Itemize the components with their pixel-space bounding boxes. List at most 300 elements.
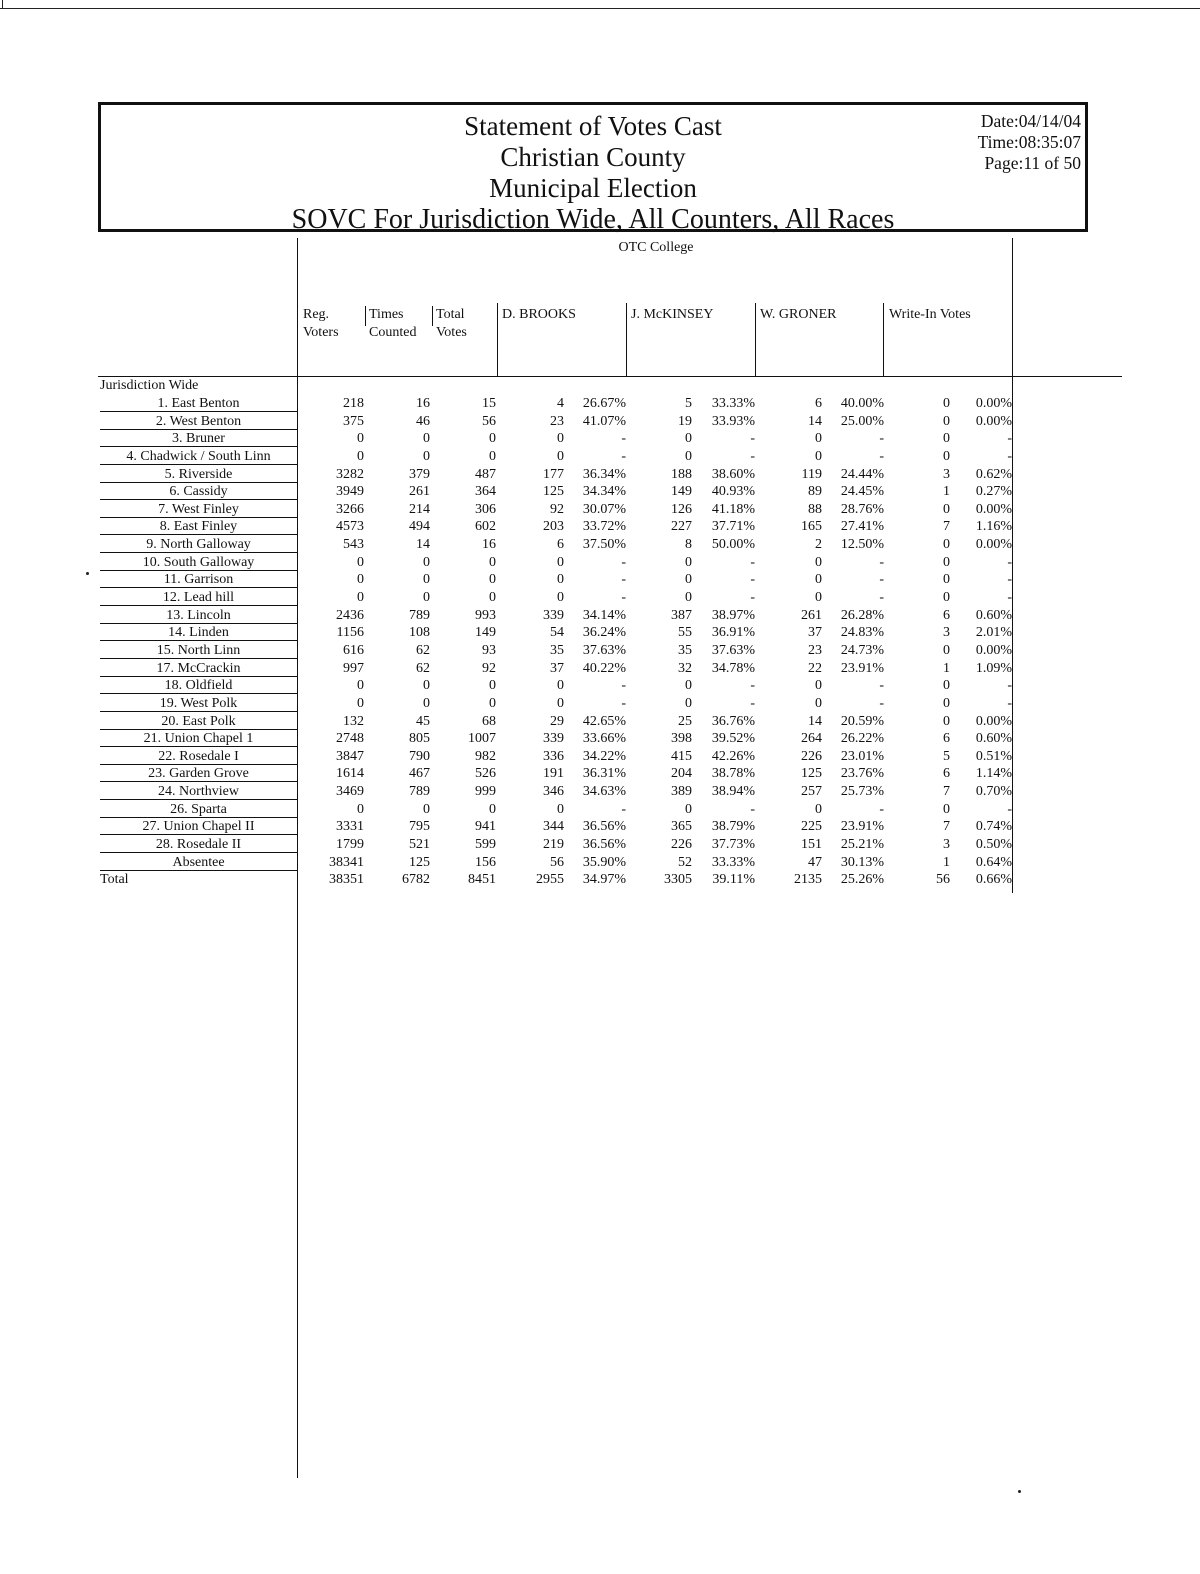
cell-c1: 35 <box>550 642 564 658</box>
cell-c3: 0 <box>815 695 822 711</box>
cell-p2: 37.73% <box>711 837 755 853</box>
cell-reg: 0 <box>357 678 364 694</box>
cell-total: 8451 <box>468 872 496 888</box>
cell-c4: 0 <box>943 695 950 711</box>
precinct-name: 12. Lead hill <box>100 589 297 606</box>
cell-p1: 26.67% <box>582 396 626 411</box>
table-row <box>0 518 1200 536</box>
table-row <box>0 430 1200 448</box>
cell-p2: 40.93% <box>711 484 755 500</box>
cell-times: 0 <box>423 572 430 588</box>
cell-c4: 1 <box>943 854 950 870</box>
report-time: Time:08:35:07 <box>977 132 1081 152</box>
cell-c1: 203 <box>543 519 564 535</box>
scan-speck <box>1018 1490 1021 1493</box>
cell-reg: 616 <box>343 642 364 658</box>
cell-times: 0 <box>423 448 430 464</box>
cell-c1: 0 <box>557 695 564 711</box>
precinct-name: 15. North Linn <box>100 642 297 659</box>
cell-c4: 7 <box>943 519 950 535</box>
cell-p2: 42.26% <box>711 748 755 764</box>
cell-c4: 3 <box>943 625 950 641</box>
cell-c1: 0 <box>557 431 564 447</box>
cell-c4: 0 <box>943 590 950 606</box>
cell-c1: 23 <box>550 413 564 429</box>
cell-times: 0 <box>423 431 430 447</box>
cell-c1: 219 <box>543 837 564 853</box>
cell-p3: - <box>879 448 884 464</box>
cell-p2: 38.94% <box>711 784 755 800</box>
cell-p3: - <box>879 590 884 606</box>
table-row <box>0 660 1200 678</box>
cell-c4: 0 <box>943 537 950 553</box>
cell-p2: - <box>750 695 755 711</box>
cell-reg: 0 <box>357 431 364 447</box>
cell-times: 494 <box>409 519 430 535</box>
cell-c2: 0 <box>685 590 692 606</box>
cell-c1: 56 <box>550 854 564 870</box>
cell-p2: 33.93% <box>711 413 755 429</box>
cell-p1: 36.34% <box>582 466 626 482</box>
cell-c3: 2135 <box>794 872 822 888</box>
cell-p1: 34.97% <box>582 872 626 888</box>
cell-p1: - <box>621 695 626 711</box>
cell-c2: 0 <box>685 431 692 447</box>
writein-col-rule <box>883 303 884 376</box>
cell-p2: 36.76% <box>711 713 755 729</box>
table-row <box>0 642 1200 660</box>
scan-speck <box>86 572 89 575</box>
cell-reg: 3282 <box>336 466 364 482</box>
cell-total: 15 <box>482 396 496 411</box>
cell-times: 0 <box>423 678 430 694</box>
cell-c2: 0 <box>685 801 692 817</box>
table-row <box>0 730 1200 748</box>
cell-p4: 1.16% <box>975 519 1012 535</box>
cell-p1: 34.22% <box>582 748 626 764</box>
cell-p1: 35.90% <box>582 854 626 870</box>
cell-p1: - <box>621 678 626 694</box>
cell-c2: 204 <box>671 766 692 782</box>
col-reg-voters: Reg. Voters <box>303 307 339 340</box>
cell-c3: 47 <box>808 854 822 870</box>
cell-c2: 226 <box>671 837 692 853</box>
table-row <box>0 607 1200 625</box>
cell-p1: 40.22% <box>582 660 626 676</box>
precinct-name: 2. West Benton <box>100 413 297 430</box>
cell-p3: 30.13% <box>840 854 884 870</box>
cell-c1: 54 <box>550 625 564 641</box>
cell-c4: 1 <box>943 484 950 500</box>
cell-p1: 34.34% <box>582 484 626 500</box>
cell-p4: 0.60% <box>975 731 1012 747</box>
table-row <box>0 554 1200 572</box>
cell-p3: 23.76% <box>840 766 884 782</box>
cell-c1: 2955 <box>536 872 564 888</box>
cell-p3: - <box>879 678 884 694</box>
cell-c1: 0 <box>557 448 564 464</box>
cell-p3: 25.21% <box>840 837 884 853</box>
cell-reg: 3949 <box>336 484 364 500</box>
cell-times: 14 <box>416 537 430 553</box>
section-label: Jurisdiction Wide <box>100 378 199 393</box>
cell-p1: 36.56% <box>582 837 626 853</box>
cell-c4: 3 <box>943 466 950 482</box>
cell-c3: 14 <box>808 413 822 429</box>
cell-p4: 0.00% <box>975 537 1012 553</box>
cell-c4: 7 <box>943 784 950 800</box>
cell-p2: 39.11% <box>712 872 755 888</box>
cell-c1: 346 <box>543 784 564 800</box>
cell-c4: 0 <box>943 554 950 570</box>
cell-times: 805 <box>409 731 430 747</box>
report-page: Page:11 of 50 <box>984 153 1081 173</box>
table-row <box>0 624 1200 642</box>
cell-c4: 1 <box>943 660 950 676</box>
cell-p4: - <box>1007 572 1012 588</box>
cell-p4: 0.51% <box>975 748 1012 764</box>
precinct-name: 21. Union Chapel 1 <box>100 730 297 747</box>
precinct-name: 19. West Polk <box>100 695 297 712</box>
table-row <box>0 536 1200 554</box>
cell-times: 467 <box>409 766 430 782</box>
cell-c4: 0 <box>943 396 950 411</box>
cell-c2: 415 <box>671 748 692 764</box>
precinct-name: 17. McCrackin <box>100 660 297 677</box>
cell-times: 0 <box>423 590 430 606</box>
cell-p2: - <box>750 678 755 694</box>
cell-times: 261 <box>409 484 430 500</box>
cell-reg: 997 <box>343 660 364 676</box>
cell-c3: 165 <box>801 519 822 535</box>
precinct-name: 11. Garrison <box>100 571 297 588</box>
cell-p3: - <box>879 554 884 570</box>
cell-p2: 36.91% <box>711 625 755 641</box>
precinct-name: 28. Rosedale II <box>100 836 297 853</box>
col-candidate-mckinsey: J. McKINSEY <box>631 307 714 322</box>
cell-c4: 0 <box>943 801 950 817</box>
table-row <box>0 466 1200 484</box>
cell-times: 46 <box>416 413 430 429</box>
cell-p4: - <box>1007 678 1012 694</box>
cell-p4: 0.00% <box>975 713 1012 729</box>
cell-times: 0 <box>423 801 430 817</box>
cell-c4: 56 <box>936 872 950 888</box>
precinct-name: 9. North Galloway <box>100 536 297 553</box>
cell-total: 487 <box>475 466 496 482</box>
cell-times: 0 <box>423 554 430 570</box>
cell-p3: 26.28% <box>840 607 884 623</box>
cell-times: 789 <box>409 784 430 800</box>
table-row <box>0 695 1200 713</box>
cell-p1: 37.63% <box>582 642 626 658</box>
precinct-name: 10. South Galloway <box>100 554 297 571</box>
cell-p4: 1.09% <box>975 660 1012 676</box>
cell-c1: 6 <box>557 537 564 553</box>
cell-total: 982 <box>475 748 496 764</box>
cell-p3: - <box>879 801 884 817</box>
cell-c4: 6 <box>943 731 950 747</box>
cell-p2: 38.60% <box>711 466 755 482</box>
table-row <box>0 713 1200 731</box>
cell-c1: 29 <box>550 713 564 729</box>
cell-c2: 0 <box>685 695 692 711</box>
cell-p2: 34.78% <box>711 660 755 676</box>
cell-times: 108 <box>409 625 430 641</box>
cell-c1: 191 <box>543 766 564 782</box>
cell-times: 795 <box>409 819 430 835</box>
cell-c2: 25 <box>678 713 692 729</box>
cell-p1: - <box>621 431 626 447</box>
precinct-name: 22. Rosedale I <box>100 748 297 765</box>
cell-c4: 0 <box>943 501 950 517</box>
cell-reg: 3469 <box>336 784 364 800</box>
cell-p3: 40.00% <box>840 396 884 411</box>
cell-p4: 0.00% <box>975 396 1012 411</box>
cell-c4: 0 <box>943 642 950 658</box>
cell-p3: 23.91% <box>840 819 884 835</box>
cell-c2: 365 <box>671 819 692 835</box>
precinct-name: 5. Riverside <box>100 466 297 483</box>
cell-total: 156 <box>475 854 496 870</box>
cell-c4: 7 <box>943 819 950 835</box>
cell-times: 379 <box>409 466 430 482</box>
cell-times: 45 <box>416 713 430 729</box>
table-row <box>0 501 1200 519</box>
cell-reg: 1614 <box>336 766 364 782</box>
cell-p3: 25.73% <box>840 784 884 800</box>
col-candidate-groner: W. GRONER <box>760 307 837 322</box>
cell-reg: 132 <box>343 713 364 729</box>
title-line-1: Statement of Votes Cast <box>464 111 722 141</box>
cell-reg: 0 <box>357 572 364 588</box>
table-row <box>0 448 1200 466</box>
cell-total: 92 <box>482 660 496 676</box>
cell-c1: 0 <box>557 554 564 570</box>
cell-p1: - <box>621 448 626 464</box>
report-date: Date:04/14/04 <box>980 111 1081 131</box>
cell-p4: 0.27% <box>975 484 1012 500</box>
cell-p2: 38.79% <box>711 819 755 835</box>
report-header <box>98 102 1088 235</box>
cell-p1: 42.65% <box>582 713 626 729</box>
precinct-name: 8. East Finley <box>100 518 297 535</box>
cell-p3: 24.45% <box>840 484 884 500</box>
precinct-name: Absentee <box>100 854 297 871</box>
cell-p2: - <box>750 572 755 588</box>
cell-c2: 8 <box>685 537 692 553</box>
title-line-4: SOVC For Jurisdiction Wide, All Counters, All Races <box>291 204 895 235</box>
cell-reg: 0 <box>357 695 364 711</box>
cell-total: 1007 <box>468 731 496 747</box>
cell-c1: 0 <box>557 678 564 694</box>
cell-c3: 2 <box>815 537 822 553</box>
cell-c3: 125 <box>801 766 822 782</box>
cell-c4: 0 <box>943 572 950 588</box>
cell-c3: 261 <box>801 607 822 623</box>
cell-times: 6782 <box>402 872 430 888</box>
cell-p1: - <box>621 590 626 606</box>
cell-total: 0 <box>489 448 496 464</box>
cell-p1: 33.72% <box>582 519 626 535</box>
cell-p1: 36.24% <box>582 625 626 641</box>
cell-c3: 6 <box>815 396 822 411</box>
cell-c2: 387 <box>671 607 692 623</box>
cell-p4: - <box>1007 695 1012 711</box>
cell-p4: 0.70% <box>975 784 1012 800</box>
cell-p3: 23.91% <box>840 660 884 676</box>
precinct-name: 4. Chadwick / South Linn <box>100 448 297 465</box>
cell-times: 214 <box>409 501 430 517</box>
cell-c1: 344 <box>543 819 564 835</box>
cell-p4: - <box>1007 448 1012 464</box>
cell-total: 602 <box>475 519 496 535</box>
cell-total: 0 <box>489 801 496 817</box>
cell-p2: 41.18% <box>711 501 755 517</box>
cell-p3: - <box>879 572 884 588</box>
cell-c3: 0 <box>815 572 822 588</box>
cell-total: 941 <box>475 819 496 835</box>
cell-c2: 149 <box>671 484 692 500</box>
col-write-in-votes: Write-In Votes <box>889 307 971 322</box>
title-line-2: Christian County <box>500 142 686 172</box>
cell-times: 62 <box>416 660 430 676</box>
cell-p4: 0.00% <box>975 501 1012 517</box>
cell-c2: 32 <box>678 660 692 676</box>
cell-p4: - <box>1007 554 1012 570</box>
race-name: OTC College <box>618 240 694 255</box>
cell-c4: 5 <box>943 748 950 764</box>
cell-c2: 0 <box>685 554 692 570</box>
cell-c2: 0 <box>685 572 692 588</box>
cell-c1: 177 <box>543 466 564 482</box>
cell-c4: 0 <box>943 678 950 694</box>
cell-p4: - <box>1007 590 1012 606</box>
table-row <box>0 571 1200 589</box>
cell-p3: 24.73% <box>840 642 884 658</box>
table-row <box>0 801 1200 819</box>
cell-reg: 543 <box>343 537 364 553</box>
cell-reg: 3266 <box>336 501 364 517</box>
cell-p4: 0.64% <box>975 854 1012 870</box>
cell-p2: 33.33% <box>711 854 755 870</box>
precinct-name: 23. Garden Grove <box>100 765 297 782</box>
table-row <box>0 836 1200 854</box>
report-title <box>101 111 1085 235</box>
cell-p3: 24.44% <box>840 466 884 482</box>
cell-total: 993 <box>475 607 496 623</box>
cell-c1: 336 <box>543 748 564 764</box>
cell-p2: 39.52% <box>711 731 755 747</box>
cell-c2: 5 <box>685 396 692 411</box>
cell-c4: 6 <box>943 766 950 782</box>
cell-p3: - <box>879 431 884 447</box>
cell-p2: 37.71% <box>711 519 755 535</box>
cell-c3: 0 <box>815 554 822 570</box>
table-row <box>0 677 1200 695</box>
cell-c4: 0 <box>943 431 950 447</box>
cell-c1: 339 <box>543 607 564 623</box>
cell-p1: 36.31% <box>582 766 626 782</box>
precinct-name: 20. East Polk <box>100 713 297 730</box>
cell-c3: 257 <box>801 784 822 800</box>
col-candidate-brooks: D. BROOKS <box>502 307 576 322</box>
cell-p4: 0.00% <box>975 413 1012 429</box>
cell-c3: 0 <box>815 801 822 817</box>
cell-p2: 38.78% <box>711 766 755 782</box>
cell-c2: 126 <box>671 501 692 517</box>
cell-reg: 38341 <box>329 854 364 870</box>
cell-p1: 41.07% <box>582 413 626 429</box>
cell-p2: 38.97% <box>711 607 755 623</box>
table-row <box>0 871 1200 889</box>
cell-c4: 6 <box>943 607 950 623</box>
scan-edge-rule <box>0 8 1200 9</box>
cell-reg: 0 <box>357 448 364 464</box>
cell-times: 521 <box>409 837 430 853</box>
cell-p1: 34.14% <box>582 607 626 623</box>
cell-p4: 2.01% <box>975 625 1012 641</box>
cell-p4: 0.74% <box>975 819 1012 835</box>
header-bottom-rule <box>98 376 1122 377</box>
cell-c2: 35 <box>678 642 692 658</box>
cell-reg: 2436 <box>336 607 364 623</box>
precinct-name: 7. West Finley <box>100 501 297 518</box>
cell-c2: 227 <box>671 519 692 535</box>
cell-p4: 1.14% <box>975 766 1012 782</box>
cell-p3: 28.76% <box>840 501 884 517</box>
cell-p4: 0.66% <box>975 872 1012 888</box>
cell-p4: 0.00% <box>975 642 1012 658</box>
table-row <box>0 748 1200 766</box>
table-row <box>0 765 1200 783</box>
cell-c3: 226 <box>801 748 822 764</box>
cell-c1: 4 <box>557 396 564 411</box>
cell-total: 0 <box>489 678 496 694</box>
cell-c3: 119 <box>801 466 822 482</box>
cell-p1: - <box>621 572 626 588</box>
cell-p1: 37.50% <box>582 537 626 553</box>
cell-p4: 0.60% <box>975 607 1012 623</box>
cell-p3: 20.59% <box>840 713 884 729</box>
cell-p3: 27.41% <box>840 519 884 535</box>
brooks-col-rule <box>497 303 498 376</box>
cell-total: 0 <box>489 590 496 606</box>
cell-p2: - <box>750 590 755 606</box>
cell-p3: 26.22% <box>840 731 884 747</box>
cell-c1: 0 <box>557 801 564 817</box>
table-row <box>0 413 1200 431</box>
table-row <box>0 783 1200 801</box>
cell-c3: 264 <box>801 731 822 747</box>
cell-reg: 38351 <box>329 872 364 888</box>
cell-reg: 218 <box>343 396 364 411</box>
col-times-counted: Times Counted <box>369 306 416 342</box>
cell-c3: 0 <box>815 448 822 464</box>
table-row <box>0 854 1200 872</box>
cell-total: 93 <box>482 642 496 658</box>
precinct-name: 24. Northview <box>100 783 297 800</box>
cell-c3: 225 <box>801 819 822 835</box>
cell-p4: 0.62% <box>975 466 1012 482</box>
cell-total: 149 <box>475 625 496 641</box>
precinct-name: 13. Lincoln <box>100 607 297 624</box>
cell-c1: 339 <box>543 731 564 747</box>
cell-reg: 4573 <box>336 519 364 535</box>
precinct-name: 14. Linden <box>100 624 297 641</box>
cell-p1: - <box>621 554 626 570</box>
cell-p3: 12.50% <box>840 537 884 553</box>
